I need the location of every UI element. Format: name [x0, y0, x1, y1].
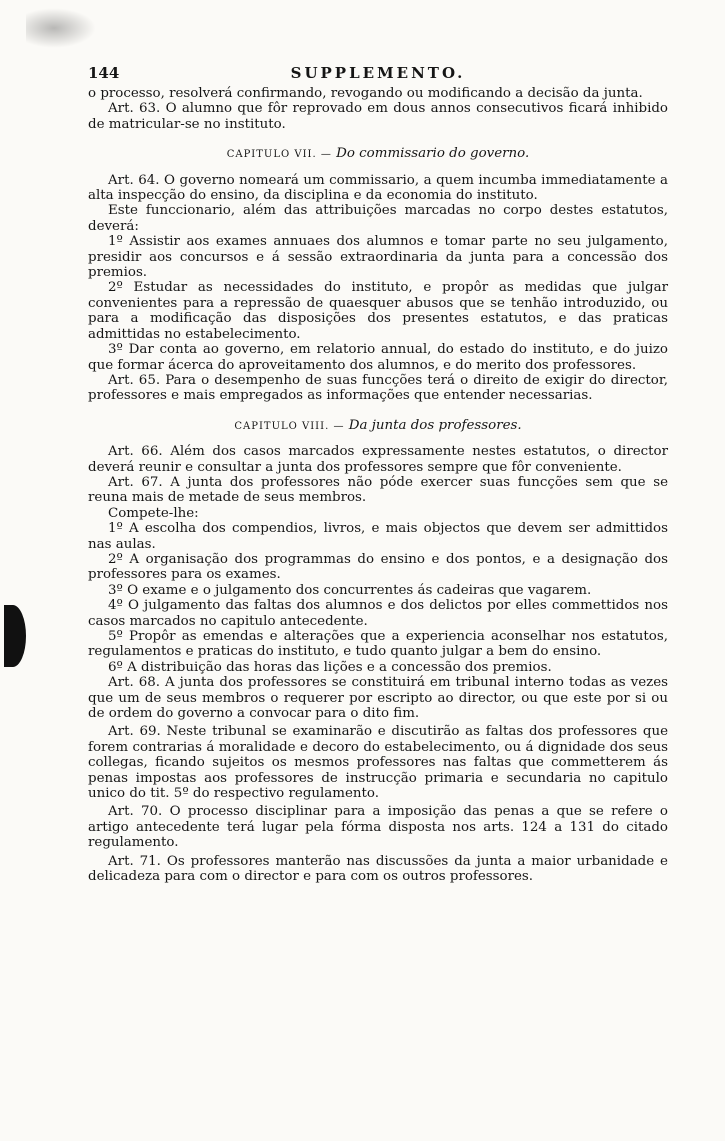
- chapter-7-title: Do commissario do governo.: [336, 146, 530, 162]
- article-69: Art. 69. Neste tribunal se examinarão e discutirão as faltas dos professores que forem contrarias á moralidade e decoro do estabelecimento, ou á dignidade dos seus collegas, ficando sujeitos os mesmos professores nas faltas que commetterem ás penas impostas aos professores de instrucção primaria e secundaria no capitulo unico do tit. 5º do respectivo regulamento.: [88, 724, 668, 802]
- article-64-item-1: 1º Assistir aos exames annuaes dos alumnos e tomar parte no seu julgamento, presidir aos concursos e á sessão extraordinaria da junta para a concessão dos premios.: [88, 234, 668, 281]
- article-63: Art. 63. O alumno que fôr reprovado em dous annos consecutivos ficará inhibido de matricular-se no instituto.: [88, 101, 668, 132]
- chapter-8-label: CAPITULO VIII. —: [234, 420, 345, 432]
- article-64: Art. 64. O governo nomeará um commissario, a quem incumba immediatamente a alta inspecção do ensino, da disciplina e da economia do instituto.: [88, 172, 668, 204]
- chapter-8-title: Da junta dos professores.: [348, 417, 522, 433]
- compete-item-4: 4º O julgamento das faltas dos alumnos e dos delictos por elles commettidos nos casos marcados no capitulo antecedente.: [88, 598, 668, 629]
- binding-edge-mark: [4, 605, 26, 667]
- ink-stain: [26, 8, 96, 48]
- running-header: [88, 64, 668, 86]
- chapter-8-heading: [88, 418, 668, 434]
- running-title: SUPPLEMENTO.: [290, 64, 466, 82]
- compete-item-5: 5º Propôr as emendas e alterações que a experiencia aconselhar nos estatutos, regulamentos e praticas do instituto, e tudo quanto julgar a bem do ensino.: [88, 629, 668, 660]
- article-64-intro: Este funccionario, além das attribuições marcadas no corpo destes estatutos, deverá:: [88, 203, 668, 234]
- article-64-item-3: 3º Dar conta ao governo, em relatorio annual, do estado do instituto, e do juizo que formar ácerca do aproveitamento dos alumnos, e do merito dos professores.: [88, 342, 668, 373]
- article-64-item-2: 2º Estudar as necessidades do instituto, e propôr as medidas que julgar convenientes para a repressão de quaesquer abusos que se tenhão introduzido, ou para a modificação das disposições dos presentes estatutos, e das praticas admittidas no estabelecimento.: [88, 280, 668, 342]
- page-number: 144: [88, 64, 120, 82]
- article-66: Art. 66. Além dos casos marcados expressamente nestes estatutos, o director deverá reunir e consultar a junta dos professores sempre que fôr conveniente.: [88, 444, 668, 475]
- compete-item-6: 6º A distribuição das horas das lições e a concessão dos premios.: [108, 659, 552, 675]
- compete-item-2: 2º A organisação dos programmas do ensino e dos pontos, e a designação dos professores para os exames.: [88, 551, 668, 583]
- article-65: Art. 65. Para o desempenho de suas funcções terá o direito de exigir do director, professores e mais empregados as informações que entender necessarias.: [88, 372, 668, 404]
- document-page: [88, 64, 668, 885]
- article-70: Art. 70. O processo disciplinar para a imposição das penas a que se refere o artigo antecedente terá lugar pela fórma disposta nos arts. 124 a 131 do citado regulamento.: [88, 804, 668, 851]
- article-67: Art. 67. A junta dos professores não póde exercer suas funcções sem que se reuna mais de metade de seus membros.: [88, 474, 668, 506]
- compete-item-3: 3º O exame e o julgamento dos concurrentes ás cadeiras que vagarem.: [108, 582, 592, 598]
- compete-lhe: Compete-lhe:: [108, 505, 199, 521]
- chapter-7-heading: [88, 146, 668, 162]
- article-68: Art. 68. A junta dos professores se constituirá em tribunal interno todas as vezes que um de seus membros o requerer por escripto ao director, ou que este por si ou de ordem do governo a convocar para o dito fim.: [88, 675, 668, 722]
- chapter-7-label: CAPITULO VII. —: [226, 149, 332, 161]
- paragraph-continuation: o processo, resolverá confirmando, revogando ou modificando a decisão da junta.: [88, 86, 643, 101]
- article-71: Art. 71. Os professores manterão nas discussões da junta a maior urbanidade e delicadeza para com o director e para com os outros professores.: [88, 853, 668, 885]
- compete-item-1: 1º A escolha dos compendios, livros, e mais objectos que devem ser admittidos nas aulas.: [88, 521, 668, 552]
